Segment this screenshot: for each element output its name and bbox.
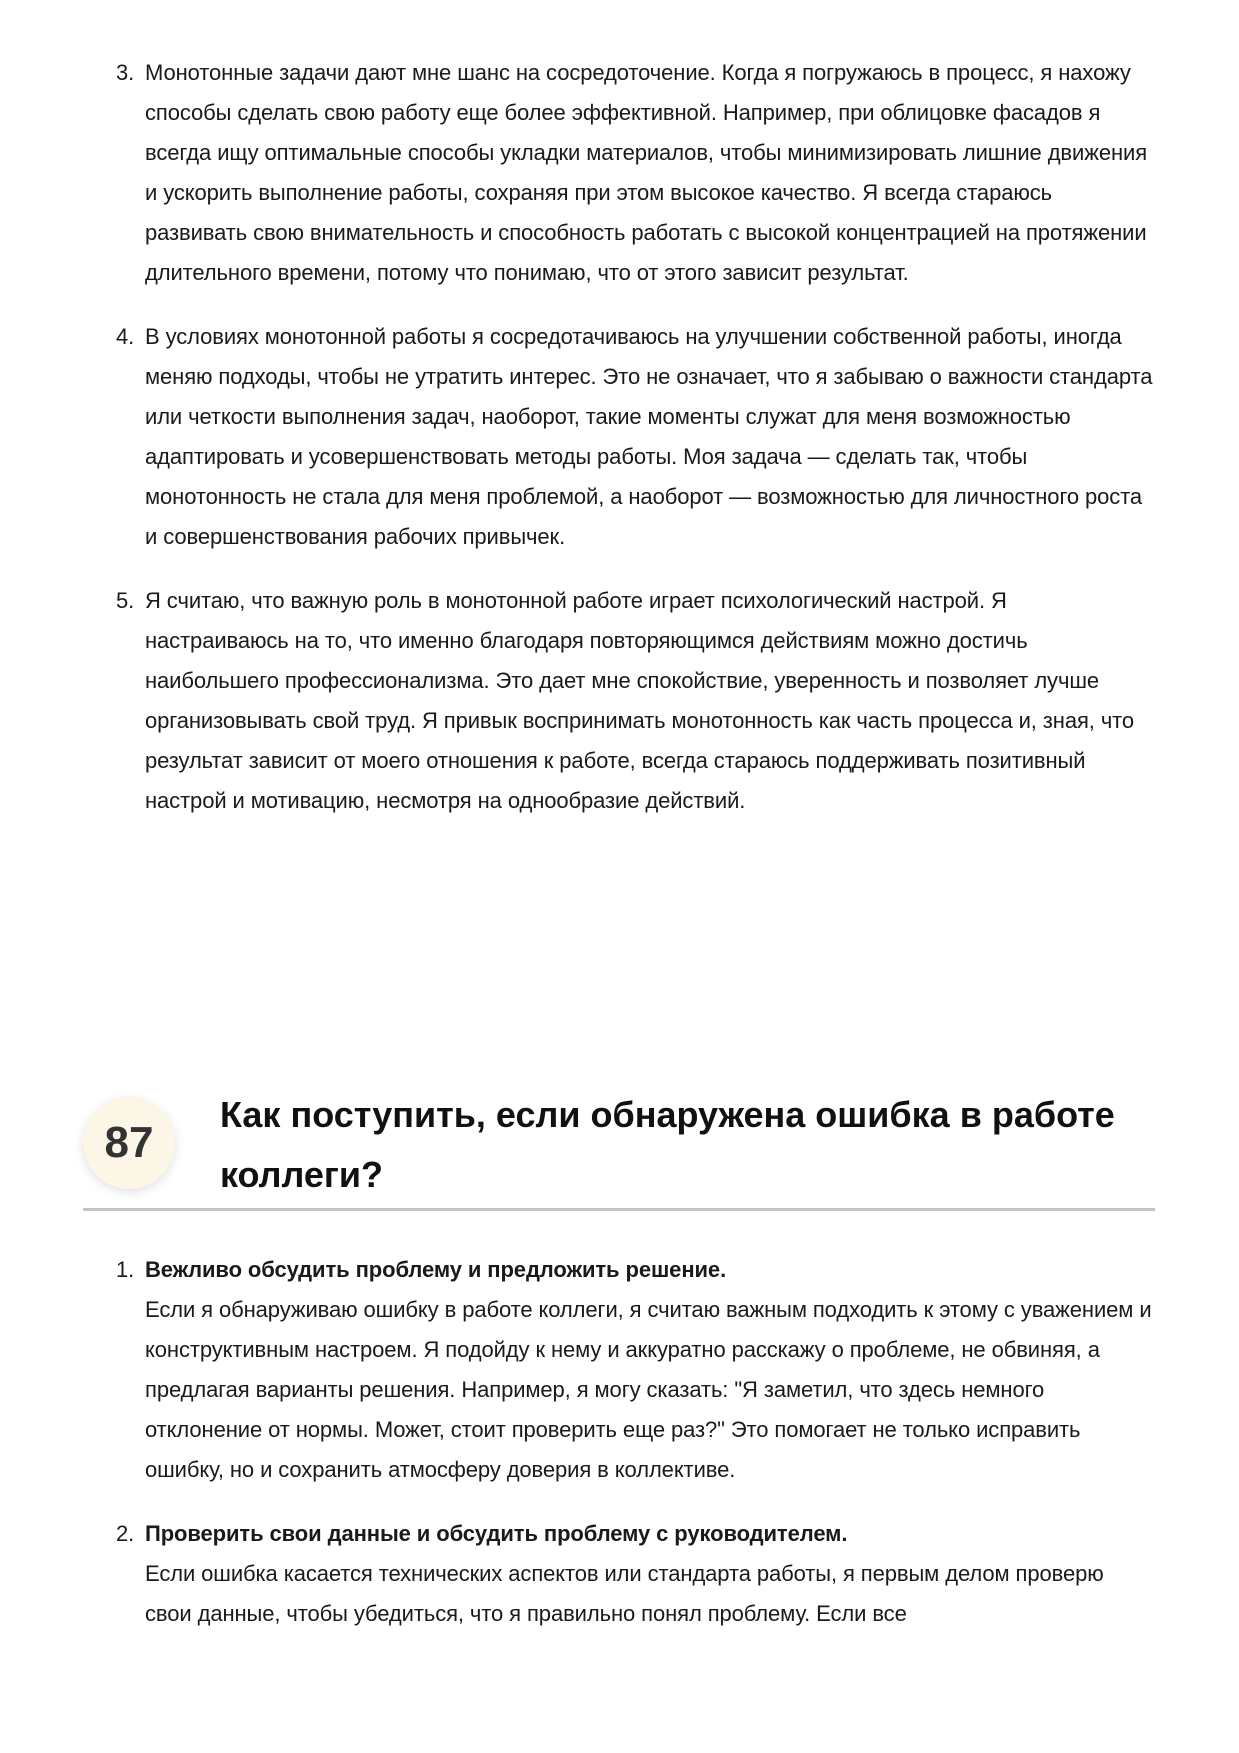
item-text: Я считаю, что важную роль в монотонной работе играет психологический настрой. Я настраиваюсь на то, что именно благодаря повторяющимся действиям можно достичь наибольшего профессионализма. Это дает мне спокойствие, уверенность и позволяет лучше организовывать свой труд. Я привык воспринимать монотонность как часть процесса и, зная, что результат зависит от моего отношения к работе, всегда стараюсь поддерживать позитивный настрой и мотивацию, несмотря на однообразие действий. <box>145 588 1135 813</box>
answer-list-86 <box>116 53 1156 845</box>
list-item <box>116 1514 1156 1634</box>
question-title: Как поступить, если обнаружена ошибка в работе коллеги? <box>220 1094 1115 1195</box>
item-number: 1. <box>116 1257 135 1282</box>
item-title: Проверить свои данные и обсудить проблему с руководителем. <box>145 1521 848 1546</box>
list-item <box>116 1250 1156 1490</box>
item-number: 2. <box>116 1521 135 1546</box>
list-item <box>116 317 1156 557</box>
item-text: Монотонные задачи дают мне шанс на сосредоточение. Когда я погружаюсь в процесс, я нахожу способы сделать свою работу еще более эффективной. Например, при облицовке фасадов я всегда ищу оптимальные способы укладки материалов, чтобы минимизировать лишние движения и ускорить выполнение работы, сохраняя при этом высокое качество. Я всегда стараюсь развивать свою внимательность и способность работать с высокой концентрацией на протяжении длительного времени, потому что понимаю, что от этого зависит результат. <box>145 60 1148 285</box>
list-item <box>116 53 1156 293</box>
question-number-badge: 87 <box>83 1097 175 1189</box>
item-number: 3. <box>116 60 135 85</box>
item-number: 5. <box>116 588 135 613</box>
item-text: Если ошибка касается технических аспектов или стандарта работы, я первым делом проверю свои данные, чтобы убедиться, что я правильно понял проблему. Если все <box>145 1561 1104 1626</box>
item-number: 4. <box>116 324 135 349</box>
item-text: Если я обнаруживаю ошибку в работе коллеги, я считаю важным подходить к этому с уважением и конструктивным настроем. Я подойду к нему и аккуратно расскажу о проблеме, не обвиняя, а предлагая варианты решения. Например, я могу сказать: "Я заметил, что здесь немного отклонение от нормы. Может, стоит проверить еще раз?" Это помогает не только исправить ошибку, но и сохранить атмосферу доверия в коллективе. <box>145 1297 1152 1482</box>
divider <box>83 1208 1155 1211</box>
answer-list-87 <box>116 1250 1156 1658</box>
item-title: Вежливо обсудить проблему и предложить решение. <box>145 1257 727 1282</box>
item-text: В условиях монотонной работы я сосредотачиваюсь на улучшении собственной работы, иногда меняю подходы, чтобы не утратить интерес. Это не означает, что я забываю о важности стандарта или четкости выполнения задач, наоборот, такие моменты служат для меня возможностью адаптировать и усовершенствовать методы работы. Моя задача — сделать так, чтобы монотонность не стала для меня проблемой, а наоборот — возможностью для личностного роста и совершенствования рабочих привычек. <box>145 324 1153 549</box>
list-item <box>116 581 1156 821</box>
